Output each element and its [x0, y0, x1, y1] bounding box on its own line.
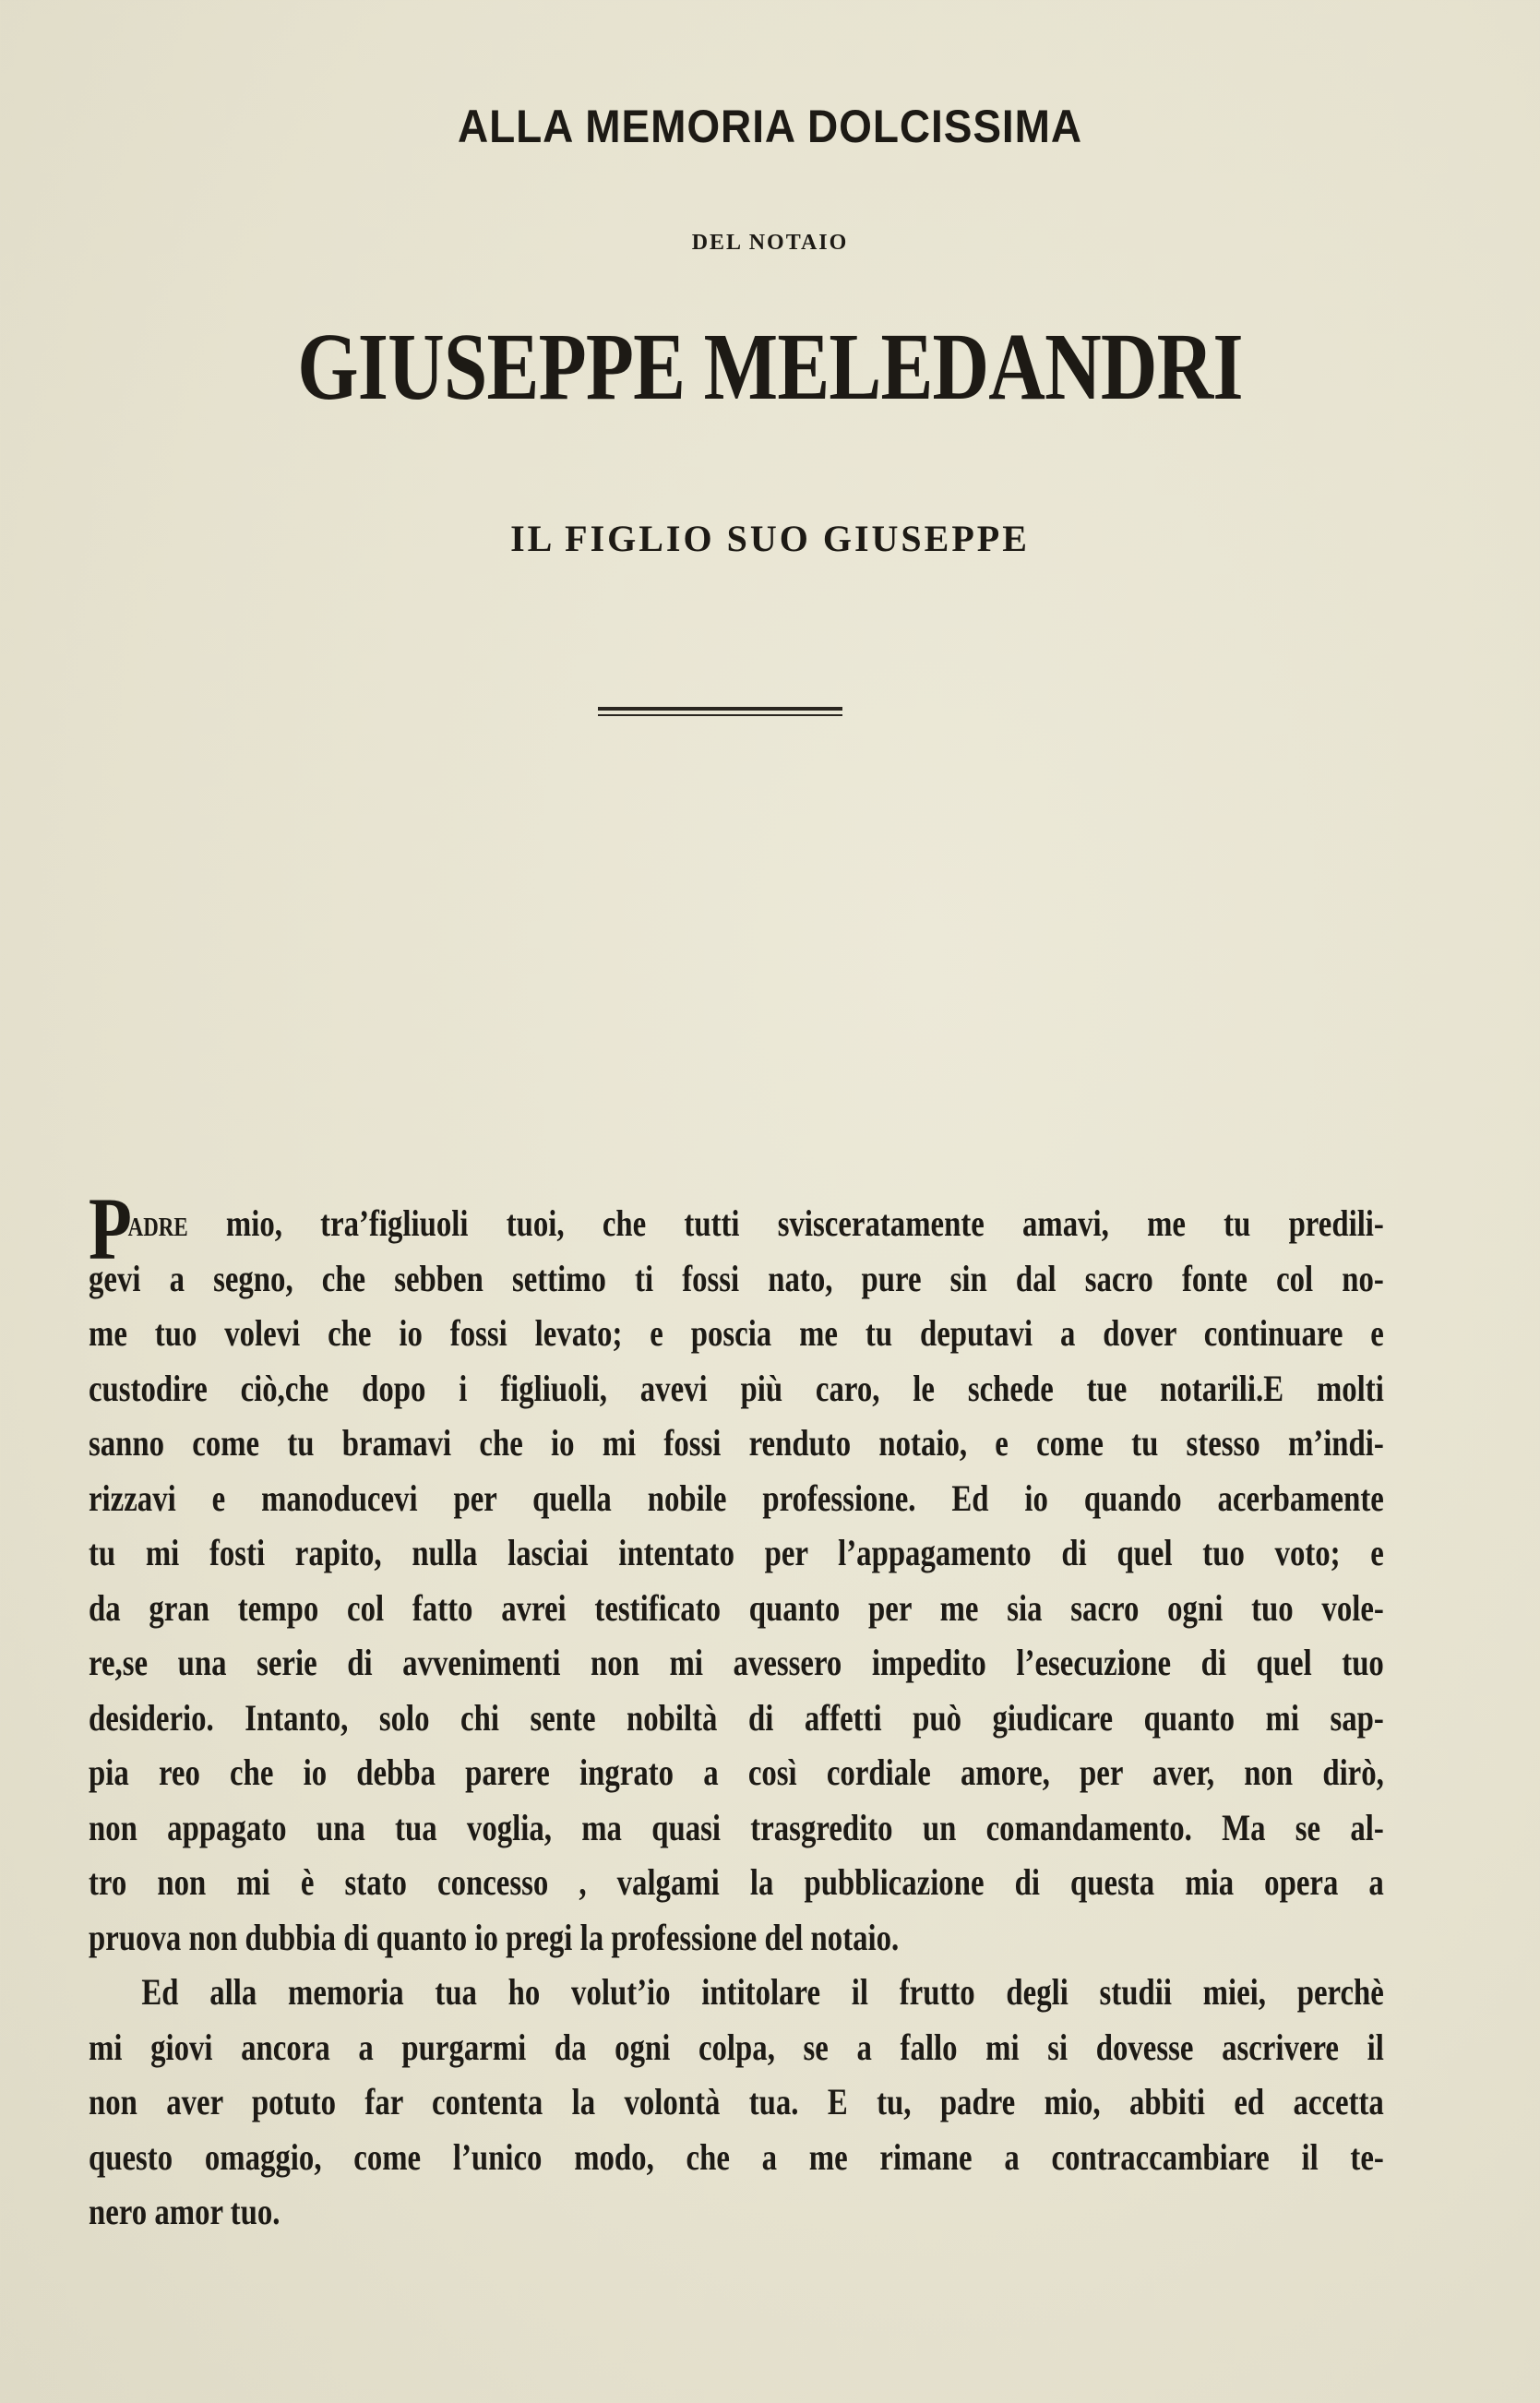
dedicatee-name: GIUSEPPE MELEDANDRI: [297, 314, 1243, 420]
text-line: tro non mi è stato concesso , valgami la pubblicazione di questa mia opera a: [89, 1861, 1384, 1903]
text-line: desiderio. Intanto, solo chi sente nobiltà di affetti può giudicare quanto mi sap-: [89, 1696, 1384, 1739]
dedicator-line: IL FIGLIO SUO GIUSEPPE: [510, 518, 1030, 559]
double-rule-divider: [598, 707, 842, 716]
text-line: Ed alla memoria tua ho volut’io intitolare il frutto degli studii miei, perchè: [141, 1971, 1384, 2013]
text-line: tu mi fosti rapito, nulla lasciai intentato per l’appagamento di quel tuo voto; e: [89, 1532, 1384, 1573]
text-line: sanno come tu bramavi che io mi fossi renduto notaio, e come tu stesso m’indi-: [89, 1422, 1384, 1464]
text-line: [89, 1196, 1384, 1251]
dedication-heading: ALLA MEMORIA DOLCISSIMA: [457, 101, 1083, 152]
text-line: custodire ciò,che dopo i figliuoli, avevi più caro, le schede tue notarili.E molti: [89, 1367, 1384, 1409]
text-line: non appagato una tua voglia, ma quasi trasgredito un comandamento. Ma se al-: [89, 1806, 1384, 1848]
text-line: questo omaggio, come l’unico modo, che a me rimane a contraccambiare il te-: [89, 2135, 1384, 2178]
text-line: non aver potuto far contenta la volontà tua. E tu, padre mio, abbiti ed accetta: [89, 2081, 1384, 2122]
text-line: pruova non dubbia di quanto io pregi la professione del notaio.: [89, 1916, 900, 1958]
text-line: gevi a segno, che sebben settimo ti fossi nato, pure sin dal sacro fonte col no-: [89, 1257, 1384, 1299]
small-caps-word: adre: [127, 1202, 188, 1244]
text-line-rest: mio, tra’figliuoli tuoi, che tutti svisceratamente amavi, me tu predili-: [187, 1202, 1384, 1244]
text-line: da gran tempo col fatto avrei testificato quanto per me sia sacro ogni tuo vole-: [89, 1586, 1384, 1629]
drop-cap: P: [89, 1179, 132, 1278]
text-line: nero amor tuo.: [89, 2191, 281, 2232]
text-line: rizzavi e manoducevi per quella nobile professione. Ed io quando acerbamente: [89, 1476, 1384, 1519]
text-line: pia reo che io debba parere ingrato a così cordiale amore, per aver, non dirò,: [89, 1751, 1384, 1793]
text-line: me tuo volevi che io fossi levato; e poscia me tu deputavi a dover continuare e: [89, 1312, 1384, 1354]
dedication-text: [89, 1179, 1540, 2240]
dedication-subheading: DEL NOTAIO: [691, 231, 849, 255]
text-line: mi giovi ancora a purgarmi da ogni colpa, se a fallo mi si dovesse ascrivere il: [89, 2026, 1384, 2068]
text-line: re,se una serie di avvenimenti non mi avessero impedito l’esecuzione di quel tuo: [89, 1642, 1384, 1683]
